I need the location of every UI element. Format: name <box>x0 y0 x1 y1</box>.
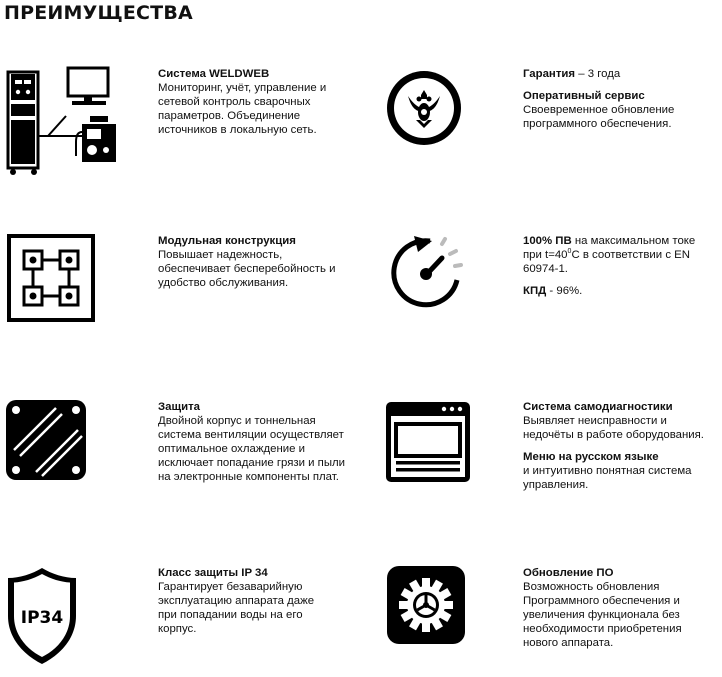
feature-heading: Защита <box>158 401 200 413</box>
feature-heading: Гарантия <box>523 68 576 80</box>
feature-body: на максимальном токе при t=40 <box>523 235 696 261</box>
feature-body-cont: C в соответствии с EN 60974-1. <box>523 249 691 275</box>
feature-heading: КПД <box>523 285 547 297</box>
feature-body: Выявляет неисправности и недочёты в работе оборудования. <box>523 415 704 441</box>
feature-update <box>523 566 703 650</box>
feature-service <box>523 89 713 131</box>
ip34-shield-icon <box>6 566 78 666</box>
page-title: ПРЕИМУЩЕСТВА <box>4 2 193 24</box>
protection-panel-icon <box>6 400 86 480</box>
feature-body: и интуитивно понятная система управления. <box>523 465 692 491</box>
feature-menu <box>523 450 713 492</box>
network-monitor-icon <box>4 66 120 178</box>
feature-heading: Оперативный сервис <box>523 90 645 102</box>
degree-sup: 0 <box>567 248 572 256</box>
feature-heading: Модульная конструкция <box>158 235 296 247</box>
gear-icon <box>387 566 465 644</box>
gauge-icon <box>386 232 464 310</box>
feature-body: Мониторинг, учёт, управление и сетевой контроль сварочных параметров. Объединение источников в локальную сеть. <box>158 82 327 136</box>
display-window-icon <box>386 402 470 482</box>
feature-body: Повышает надежность, обеспечивает бесперебойность и удобство обслуживания. <box>158 249 336 289</box>
feature-heading: 100% ПВ <box>523 235 572 247</box>
feature-suffix: – 3 года <box>575 68 621 80</box>
feature-body: Гарантирует безаварийную эксплуатацию аппарата даже при попадании воды на его корпус. <box>158 581 315 635</box>
feature-warranty <box>523 67 713 139</box>
feature-heading: Система WELDWEB <box>158 68 270 80</box>
feature-weldweb <box>158 67 358 137</box>
feature-heading: Обновление ПО <box>523 567 614 579</box>
feature-body: Двойной корпус и тоннельная система вентиляции осуществляет оптимальное охлаждение и исключает попадание грязи и пыли на электронные компоненты плат. <box>158 415 346 483</box>
feature-body: Своевременное обновление программного обеспечения. <box>523 104 675 130</box>
feature-heading: Меню на русском языке <box>523 451 659 463</box>
feature-diagnostics <box>523 400 713 500</box>
feature-modular <box>158 234 358 290</box>
feature-efficiency <box>523 284 713 298</box>
feature-body: - 96%. <box>546 285 583 297</box>
ip34-badge: IP34 <box>20 608 64 628</box>
feature-ip <box>158 566 333 636</box>
feature-duty <box>523 234 713 306</box>
feature-protection <box>158 400 348 484</box>
feature-body: Возможность обновления Программного обеспечения и увеличения функционала без необходимости приобретения нового аппарата. <box>523 581 682 649</box>
modular-icon <box>7 234 95 322</box>
feature-heading: Класс защиты IP 34 <box>158 567 268 579</box>
feature-heading: Система самодиагностики <box>523 401 673 413</box>
eagle-emblem-icon <box>386 70 462 146</box>
